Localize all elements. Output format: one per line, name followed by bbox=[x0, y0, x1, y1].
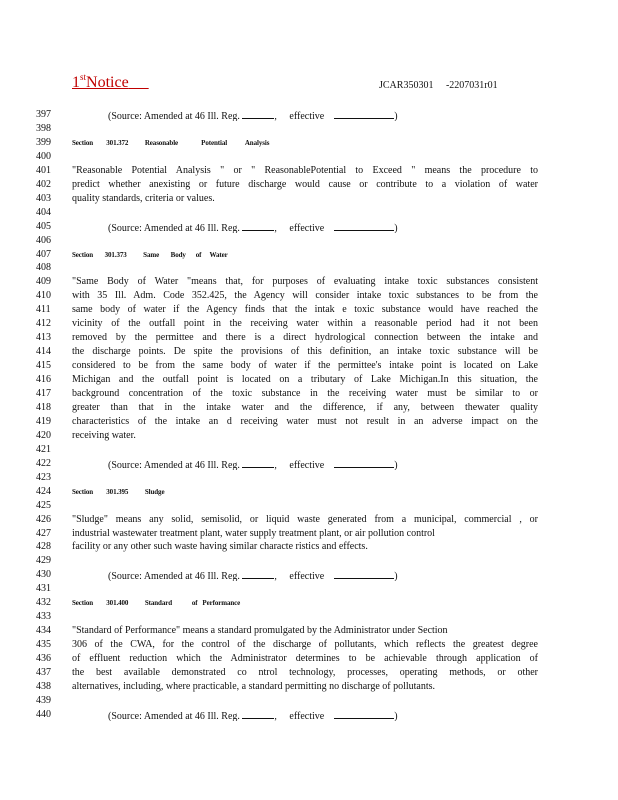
body-line: 306 of the CWA, for the control of the discharge of pollutants, which reflects the greatest degree bbox=[72, 639, 538, 650]
line-number: 407 bbox=[36, 249, 51, 260]
line-number: 422 bbox=[36, 458, 51, 469]
line-number: 411 bbox=[36, 304, 51, 315]
document-id: JCAR350301 -2207031r01 bbox=[379, 80, 498, 91]
body-line: greater than that in the intake water and the difference, if any, between thewater quality bbox=[72, 402, 538, 413]
line-number: 427 bbox=[36, 528, 51, 539]
body-line: removed by the permittee and there is a direct hydrological connection between the intake and bbox=[72, 332, 538, 343]
line-number: 412 bbox=[36, 318, 51, 329]
body-line: same body of water if the Agency finds that the intak e toxic substance would have reached the bbox=[72, 304, 538, 315]
effective-date-blank bbox=[334, 709, 394, 719]
register-blank bbox=[242, 109, 274, 119]
line-number: 405 bbox=[36, 221, 51, 232]
effective-date-blank bbox=[334, 458, 394, 468]
source-note: (Source: Amended at 46 Ill. Reg. , effective ) bbox=[108, 711, 398, 721]
body-line: alternatives, including, where practicable, a standard permitting no discharge of pollutants. bbox=[72, 681, 436, 692]
effective-date-blank bbox=[334, 109, 394, 119]
section-heading: Section 301.372 Reasonable Potential Analysis bbox=[72, 139, 270, 147]
body-line: background concentration of the toxic substance in the receiving water must be similar to or bbox=[72, 388, 538, 399]
line-number: 437 bbox=[36, 667, 51, 678]
body-line: "Sludge" means any solid, semisolid, or liquid waste generated from a municipal, commercial , or bbox=[72, 514, 538, 525]
line-number: 403 bbox=[36, 193, 51, 204]
section-heading: Section 301.373 Same Body of Water bbox=[72, 251, 228, 259]
body-line: industrial wastewater treatment plant, water supply treatment plant, or air pollution control bbox=[72, 528, 435, 539]
body-line: of effluent reduction which the Administrator determines to be achievable through application of bbox=[72, 653, 538, 664]
body-line: "Standard of Performance" means a standard promulgated by the Administrator under Section bbox=[72, 625, 448, 636]
line-number: 426 bbox=[36, 514, 51, 525]
line-number: 424 bbox=[36, 486, 51, 497]
body-line: with 35 Ill. Adm. Code 352.425, the Agency will consider intake toxic substances to be from the bbox=[72, 290, 538, 301]
line-number: 416 bbox=[36, 374, 51, 385]
line-number: 431 bbox=[36, 583, 51, 594]
line-number: 406 bbox=[36, 235, 51, 246]
line-number: 402 bbox=[36, 179, 51, 190]
line-number: 410 bbox=[36, 290, 51, 301]
register-blank bbox=[242, 569, 274, 579]
line-number: 417 bbox=[36, 388, 51, 399]
body-line: considered to be from the same body of water if the permittee's intake point is located on Lake bbox=[72, 360, 538, 371]
line-number: 435 bbox=[36, 639, 51, 650]
line-number: 418 bbox=[36, 402, 51, 413]
line-number: 433 bbox=[36, 611, 51, 622]
line-number: 397 bbox=[36, 109, 51, 120]
body-line: Michigan and the outfall point is located on a tributary of Lake Michigan.In this situation, the bbox=[72, 374, 538, 385]
line-number: 425 bbox=[36, 500, 51, 511]
line-number: 420 bbox=[36, 430, 51, 441]
body-line: vicinity of the outfall point in the receiving water within a reasonable period had it not been bbox=[72, 318, 538, 329]
body-line: characteristics of the intake an d receiving water must not result in an adverse impact on the bbox=[72, 416, 538, 427]
section-heading: Section 301.395 Sludge bbox=[72, 488, 165, 496]
body-line: receiving water. bbox=[72, 430, 136, 441]
effective-date-blank bbox=[334, 569, 394, 579]
line-number: 408 bbox=[36, 262, 51, 273]
line-number: 429 bbox=[36, 555, 51, 566]
effective-date-blank bbox=[334, 221, 394, 231]
source-note: (Source: Amended at 46 Ill. Reg. , effective ) bbox=[108, 223, 398, 233]
line-number: 401 bbox=[36, 165, 51, 176]
body-line: "Reasonable Potential Analysis " or " ReasonablePotential to Exceed " means the procedure to bbox=[72, 165, 538, 176]
section-heading: Section 301.400 Standard of Performance bbox=[72, 599, 241, 607]
line-number: 400 bbox=[36, 151, 51, 162]
body-line: the discharge points. De spite the provisions of this definition, an intake toxic substance will be bbox=[72, 346, 538, 357]
line-number: 399 bbox=[36, 137, 51, 148]
line-number: 434 bbox=[36, 625, 51, 636]
line-number: 415 bbox=[36, 360, 51, 371]
line-number: 398 bbox=[36, 123, 51, 134]
body-line: predict whether anexisting or future discharge would cause or contribute to a violation of water bbox=[72, 179, 538, 190]
notice-heading: 1stNotice bbox=[72, 72, 129, 91]
line-number: 413 bbox=[36, 332, 51, 343]
line-number: 423 bbox=[36, 472, 51, 483]
line-number: 432 bbox=[36, 597, 51, 608]
source-note: (Source: Amended at 46 Ill. Reg. , effective ) bbox=[108, 571, 398, 581]
source-note: (Source: Amended at 46 Ill. Reg. , effective ) bbox=[108, 111, 398, 121]
line-number: 438 bbox=[36, 681, 51, 692]
line-number: 430 bbox=[36, 569, 51, 580]
line-number: 414 bbox=[36, 346, 51, 357]
line-number: 439 bbox=[36, 695, 51, 706]
register-blank bbox=[242, 709, 274, 719]
line-number: 419 bbox=[36, 416, 51, 427]
register-blank bbox=[242, 221, 274, 231]
body-line: quality standards, criteria or values. bbox=[72, 193, 215, 204]
line-number: 409 bbox=[36, 276, 51, 287]
line-number: 440 bbox=[36, 709, 51, 720]
line-number: 436 bbox=[36, 653, 51, 664]
notice-superscript: st bbox=[80, 72, 87, 82]
body-line: the best available demonstrated co ntrol technology, processes, operating methods, or other bbox=[72, 667, 538, 678]
register-blank bbox=[242, 458, 274, 468]
line-number: 404 bbox=[36, 207, 51, 218]
line-number: 428 bbox=[36, 541, 51, 552]
body-line: "Same Body of Water "means that, for purposes of evaluating intake toxic substances consistent bbox=[72, 276, 538, 287]
body-line: facility or any other such waste having similar characte ristics and effects. bbox=[72, 541, 368, 552]
line-number: 421 bbox=[36, 444, 51, 455]
source-note: (Source: Amended at 46 Ill. Reg. , effective ) bbox=[108, 460, 398, 470]
